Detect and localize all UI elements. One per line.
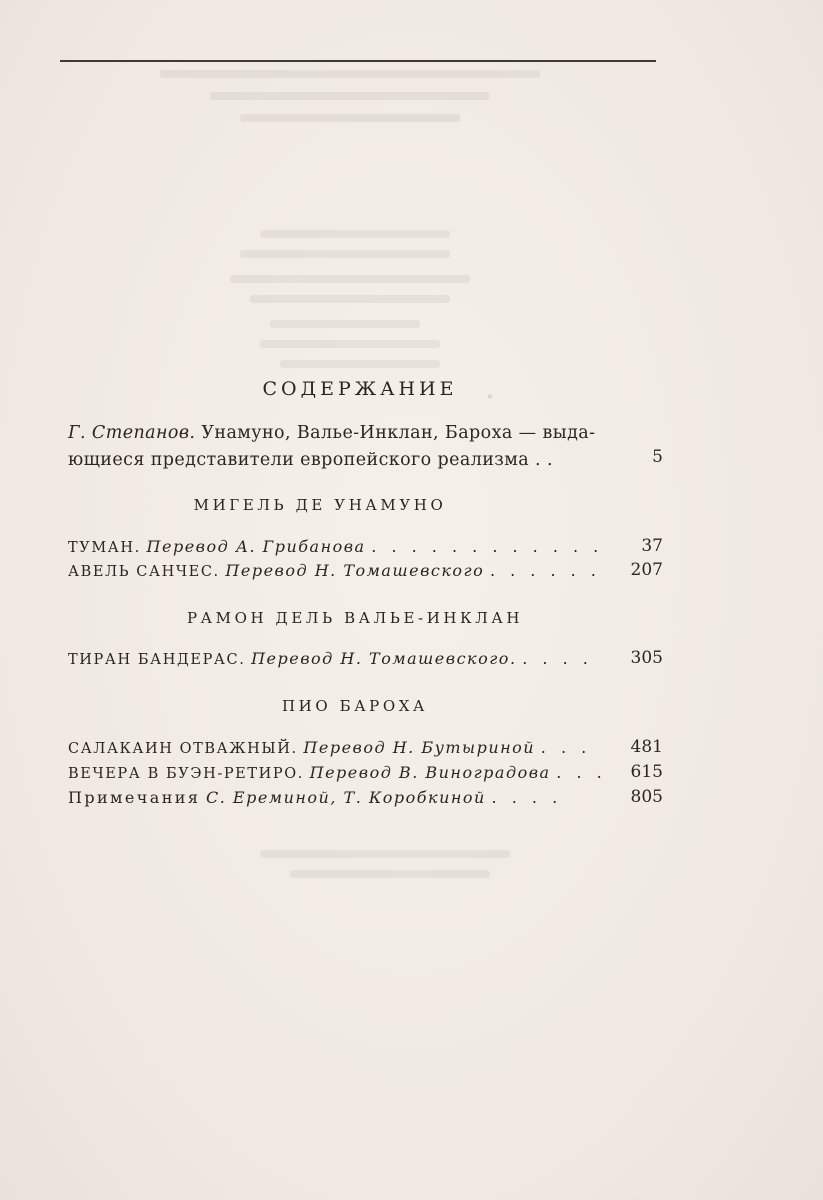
entry-translator: Перевод Н. Томашевского <box>225 561 485 580</box>
entry-dots: . . . . <box>522 649 593 668</box>
section-heading-unamuno: МИГЕЛЬ ДЕ УНАМУНО <box>193 496 447 514</box>
ink-speck: ◦ <box>487 392 493 403</box>
entry-title: САЛАКАИН ОТВАЖНЫЙ. <box>68 741 298 757</box>
page-number-tiran-banderas: 305 <box>630 648 663 668</box>
section-heading-baroha: ПИО БАРОХА <box>281 697 429 715</box>
intro-line-2 <box>68 447 608 474</box>
toc-entry-tiran-banderas[interactable] <box>68 649 592 668</box>
show-through-text <box>150 70 570 970</box>
entry-title: ТИРАН БАНДЕРАС. <box>68 652 246 668</box>
entry-title: АВЕЛЬ САНЧЕС. <box>68 564 220 580</box>
intro-author: Г. Степанов. <box>68 423 196 443</box>
intro-text-2: ющиеся представители европейского реализма <box>68 450 530 470</box>
entry-dots: . . . <box>556 763 607 782</box>
intro-entry[interactable] <box>68 420 608 474</box>
page-number-avel-sanches: 207 <box>630 560 663 580</box>
entry-translator: Перевод В. Виноградова <box>309 763 551 782</box>
toc-entry-salakain[interactable] <box>68 738 592 757</box>
entry-translator: Перевод Н. Томашевского. <box>251 649 517 668</box>
section-heading-valle-inclan: РАМОН ДЕЛЬ ВАЛЬЕ-ИНКЛАН <box>186 609 524 627</box>
page-number-tuman: 37 <box>641 536 663 556</box>
contents-title: СОДЕРЖАНИЕ <box>262 378 458 400</box>
entry-translator: С. Ереминой, Т. Коробкиной <box>206 788 486 807</box>
toc-entry-tuman[interactable] <box>68 537 604 556</box>
intro-text-1: Унамуно, Валье-Инклан, Бароха — выда- <box>201 423 596 443</box>
entry-dots: . . . . . . . . . . . . <box>371 537 604 556</box>
toc-entry-avel-sanches[interactable] <box>68 561 601 580</box>
entry-translator: Перевод А. Грибанова <box>146 537 366 556</box>
page-number-salakain: 481 <box>630 737 663 757</box>
entry-title: ВЕЧЕРА В БУЭН-РЕТИРО. <box>68 766 304 782</box>
entry-dots: . . . <box>540 738 592 757</box>
entry-title: Примечания <box>68 788 201 807</box>
entry-title: ТУМАН. <box>68 540 141 556</box>
intro-page-number: 5 <box>652 447 663 467</box>
toc-entry-primechaniya[interactable] <box>68 788 592 807</box>
page-number-primechaniya: 805 <box>630 787 663 807</box>
page-number-vechera: 615 <box>630 762 663 782</box>
intro-line-1 <box>68 420 608 447</box>
entry-dots: . . . . . . <box>489 561 601 580</box>
top-rule <box>60 60 656 62</box>
toc-entry-vechera[interactable] <box>68 763 607 782</box>
entry-dots: . . . . <box>491 788 563 807</box>
entry-translator: Перевод Н. Бутыриной <box>303 738 536 757</box>
intro-dots: . . <box>535 450 553 470</box>
